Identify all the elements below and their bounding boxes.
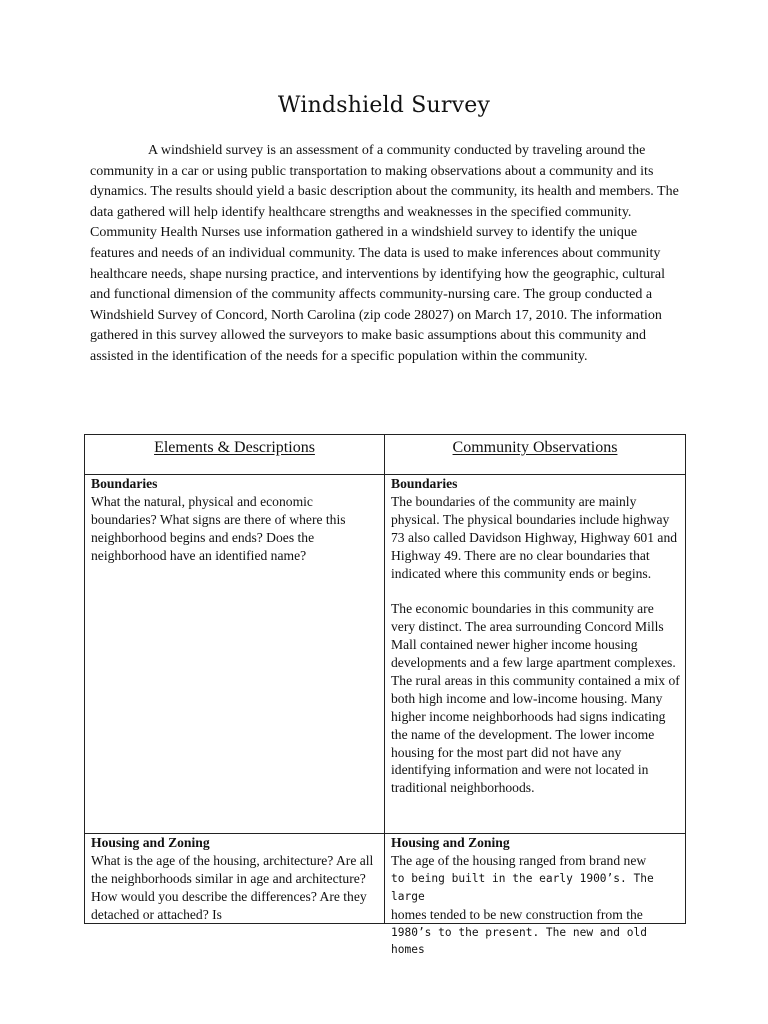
section-heading: Boundaries [391,476,458,491]
paragraph-gap [391,582,681,600]
observation-line: homes tended to be new construction from the [391,906,643,922]
observation-line: to being built in the early 1900’s. The large [391,871,654,903]
survey-table [84,434,686,957]
observation-line: The age of the housing ranged from brand new [391,852,647,868]
row-housing-description [85,834,385,924]
section-heading: Housing and Zoning [91,835,210,850]
table-header-row [85,435,686,475]
section-heading: Housing and Zoning [391,835,510,850]
observation-text: The boundaries of the community are mainly physical. The physical boundaries include highway 73 also called Davidson Highway, Highway 601 and Highway 49. There are no clear boundaries that indicated where this community ends or begins. [391,493,678,581]
table-row [85,834,686,924]
header-elements-descriptions [85,435,385,475]
row-boundaries-description [85,475,385,834]
observation-text: The economic boundaries in this community are very distinct. The area surrounding Concord Mills Mall contained newer higher income housing developments and a few large apartment complexes. The rural areas in this community contained a mix of both high income and low-income housing. Many higher income neighborhoods had signs indicating the name of the development. The lower income housing for the most part did not have any identifying information and were not located in traditional neighborhoods. [391,601,680,796]
table-row [85,475,686,834]
observation-line: 1980’s to the present. The new and old homes [391,925,647,957]
header-label: Community Observations [452,439,618,456]
header-community-observations [385,435,686,475]
row-boundaries-observation [385,475,686,834]
row-housing-observation [385,834,686,957]
description-text: What is the age of the housing, architecture? Are all the neighborhoods similar in age and architecture? How would you describe the differences? Are they detached or attached? Is [91,852,374,922]
section-heading: Boundaries [91,476,158,491]
document-title: Windshield Survey [277,93,491,118]
header-label: Elements & Descriptions [154,439,315,456]
description-text: What the natural, physical and economic boundaries? What signs are there of where this neighborhood begins and ends? Does the neighborhood have an identified name? [91,493,346,563]
intro-paragraph: A windshield survey is an assessment of a community conducted by traveling around the community in a car or using public transportation to making observations about a community and its dynamics. The results should yield a basic description about the community, its health and members. The data gathered will help identify healthcare strengths and weaknesses in the specified community. Community Health Nurses use information gathered in a windshield survey to identify the unique features and needs of an individual community. The data is used to make inferences about community healthcare needs, shape nursing practice, and interventions by identifying how the geographic, cultural and functional dimension of the community affects community-nursing care. The group conducted a Windshield Survey of Concord, North Carolina (zip code 28027) on March 17, 2010. The information gathered in this survey allowed the surveyors to make basic assumptions about this community and assisted in the identification of the needs for a specific population within the community. [90,143,679,364]
